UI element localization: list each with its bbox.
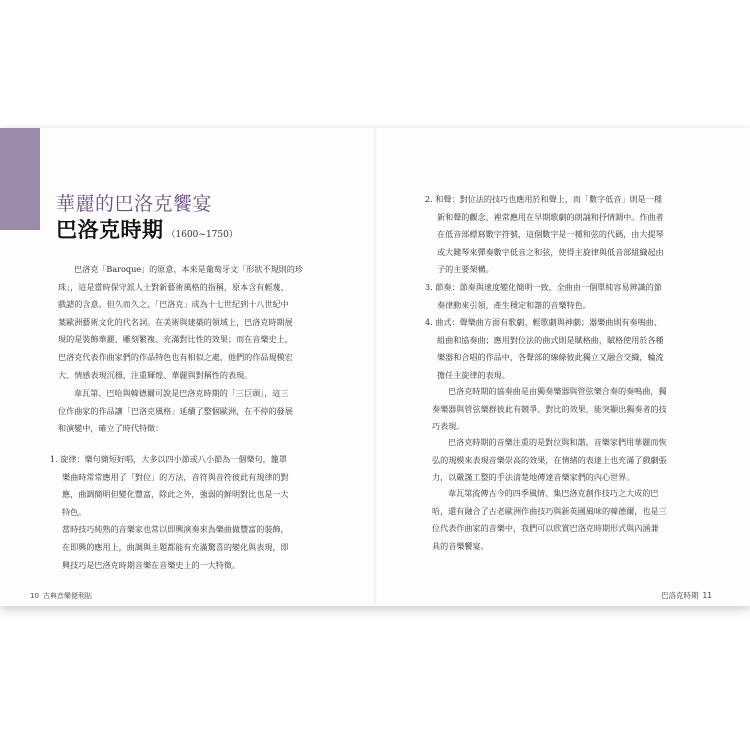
- text-line: 4. 曲式：聲樂曲方面有歌劇、輕歌劇與神劇；器樂曲則有奏鳴曲、: [425, 317, 662, 327]
- text-line: 和演變中，確立了時代特徵：: [58, 423, 164, 434]
- text-line: 弘的規模來表現音樂崇高的效果，在情緒的表達上也充滿了戲劇張: [432, 454, 667, 465]
- text-line: 3. 節奏：節奏與速度變化簡明一致，全曲由一個單純容易辨識的節: [425, 282, 662, 292]
- text-line: 應，曲調簡明但變化豐富，除此之外，強弱的鮮明對比也是一大: [62, 489, 289, 500]
- text-line: 2. 和聲：對位法的技巧也應用於和聲上，而「數字低音」則是一種: [425, 194, 662, 204]
- text-line: 在低音部標寫數字符號，這個數字是一種和弦的代碼，由大提琴: [437, 229, 664, 240]
- text-line: 1. 旋律：樂句簡短好唱，大多以四小節或八小節為一個樂句，籠罩: [50, 454, 287, 464]
- text-line: 韋瓦第流傳古今的四季風情、集巴洛克創作技巧之大成的巴: [448, 488, 659, 498]
- text-line: 具的音樂饗宴。: [432, 540, 489, 551]
- three-masters-paragraph: [58, 385, 326, 438]
- text-line: 樂曲時常常應用了「對位」的方法，音符與音符彼此有規律的對: [62, 471, 289, 482]
- text-line: 樂器和合唱的作品中，各聲部的線條彼此獨立又融合交織，輪流: [437, 352, 664, 363]
- text-line: 巴洛克「Baroque」的原意，本來是葡萄牙文「形狀不規則的珍: [74, 264, 303, 274]
- text-line: 韋瓦第、巴哈與韓德爾可說是巴洛克時期的「三巨頭」，這三: [74, 388, 289, 398]
- list-item-rhythm: [425, 279, 705, 314]
- concerto-paragraph: [432, 383, 707, 436]
- chapter-subtitle-block: [56, 214, 238, 244]
- text-line: 位代表作曲家的音樂中，我們可以欣賞巴洛克時期形式與內涵兼: [432, 523, 659, 534]
- footer-left: [30, 591, 96, 601]
- text-line: 擔任主旋律的表現。: [437, 369, 510, 380]
- text-line: 位作曲家的作品讓「巴洛克風格」延續了整個歐洲，在不停的發展: [58, 405, 293, 416]
- text-line: 戲謔的含意。但久而久之，「巴洛克」成為十七世紀到十八世紀中: [58, 299, 289, 310]
- footer-chapter-title: 巴洛克時期: [660, 591, 699, 600]
- page-number: 11: [702, 591, 712, 600]
- footer-right: [657, 590, 712, 601]
- text-line: 現的是裝飾華麗、雕刻繁複、充滿對比性的效果；而在音樂史上，: [58, 334, 293, 345]
- text-line: 或大鍵琴來彈奏數字低音之和弦，使得主旋律與低音部組織起由: [437, 246, 664, 257]
- text-line: 巴洛克時期的協奏曲是由獨奏樂器與管弦樂合奏的奏鳴曲，獨: [448, 386, 667, 396]
- text-line: 葉歐洲藝術文化的代名詞。在美術與建築的領域上，巴洛克時期展: [58, 316, 293, 327]
- chapter-color-bar: [0, 128, 40, 230]
- text-line: 在即興的應用上，曲調與主題都能有充滿驚喜的變化與表現，即: [62, 541, 289, 552]
- chapter-subtitle: 巴洛克時期: [56, 218, 164, 242]
- text-line: 珠」，這是當時保守派人士對新藝術風格的指稱，原本含有輕蔑、: [58, 281, 289, 292]
- text-line: 奏律動來引領，產生穩定和諧的音樂特色。: [437, 299, 591, 310]
- list-item-harmony: [425, 191, 705, 279]
- text-line: 特色。: [62, 506, 87, 517]
- composers-paragraph: [432, 485, 707, 555]
- text-line: 巴洛克時期的音樂注重的是對位與和諧，音樂家們用華麗而恢: [448, 437, 667, 447]
- text-line: 當時技巧純熟的音樂家也常以即興演奏來為樂曲做豐富的裝飾，: [62, 524, 289, 535]
- text-line: 興技巧是巴洛克時期音樂在音樂史上的一大特徵。: [62, 559, 241, 570]
- chapter-title: 華麗的巴洛克饗宴: [56, 193, 213, 215]
- footer-book-title: 古典音樂便利貼: [42, 592, 92, 600]
- text-line: 子的主要架構。: [437, 264, 494, 275]
- text-line: 新和聲的觀念，裡常應用在早期歌劇的朗誦和抒情調中。作曲者: [437, 211, 664, 222]
- text-line: 組曲和協奏曲；應用對位法的曲式則是賦格曲，賦格使用於各種: [437, 334, 664, 345]
- list-item-form: [425, 314, 705, 384]
- chapter-years: （1600~1750）: [166, 230, 238, 240]
- text-line: 巴洛克代表作曲家們的作品特色也有相似之處，他們的作品規模宏: [58, 351, 293, 362]
- text-line: 大、情感表現沉穩，注重輝煌、華麗與對稱性的表現。: [58, 369, 253, 380]
- book-gutter: [374, 128, 377, 606]
- intro-paragraph: [58, 261, 326, 384]
- text-line: 奏樂器與管弦樂群彼此有競爭、對比的效果，能突顯出獨奏者的技: [432, 403, 667, 414]
- text-line: 哈，還有融合了古老歐洲作曲技巧與新英國風味的韓德爾，也是三: [432, 505, 667, 516]
- text-line: 力，以嚴謹工整的手法清楚地傳達音樂家們的內心世界。: [432, 472, 635, 483]
- text-line: 巧表現。: [432, 421, 465, 432]
- book-spread: [0, 128, 750, 606]
- page-number: 10: [30, 592, 39, 600]
- list-item-melody: [50, 451, 326, 574]
- harmony-paragraph: [432, 434, 707, 487]
